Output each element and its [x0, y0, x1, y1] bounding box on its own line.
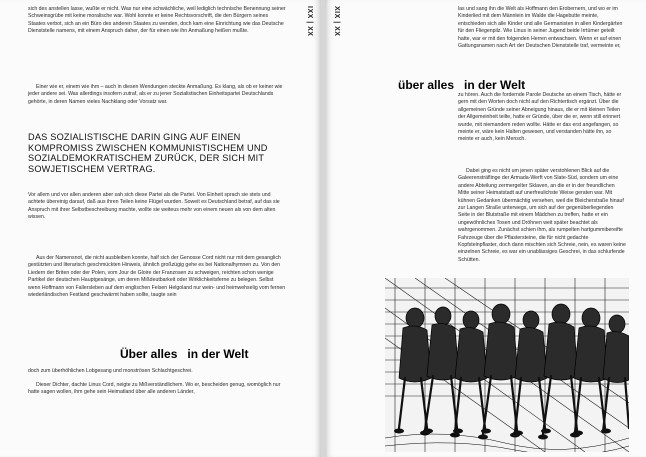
right-page [325, 0, 646, 457]
right-running-head: XIX | XX [333, 6, 340, 37]
left-paragraph-1: sich des anstellen lasse, wußte er nicht. Was nur eine schwächliche, weil lediglich technische Benennung seiner Schweinsgrübe mit keine moralische war. Wohl konnte er keine Rechtsvorschrift, die den Bürgern seines Staates verbot, sich an ein Büro des anderen Staates zu wenden, doch kam eine Einrichtung wie das Deutsche Dienststelle namens, mit einem Anspruch daher, der für einen wie ihn Anmaßung heißen mußte. [28, 6, 286, 35]
right-paragraph-3: Dabei ging es nicht um jenen später verstohlenen Blick auf die Galeerensträflinge der Armada-Werft von Slate-Süd, sondern um eine andere Abteilung zermergelter Sklaven, an die er in der freundlichen Mitte seiner Heimatstadt auf unerfreulichste Weise geraten war. Mit kühnen Gedanken übermächtig versehen, weil die Bleicherstraße hinauf zur Langen Straße unterwegs, um sich auf der gegenüberliegenden Seite in der Blutstraße mit einem Mädchen zu treffen, hatte er ein ungewöhnliches Tosen und Dröhnen weit später beachtet als wahrgenommen. Zunächst schien ihm, als rumpelten hartgummibereifte Fahrzeuge über die Pflastersteine, die für nicht gedachte Kopfsteinpflaster, doch dann mischten sich Schreie, nein, es waren keine einzelnen Schreie, es war ein unablässiges Geschrei, in das schlurfende Schütten. [458, 168, 626, 263]
left-heading-word-2: in der Welt [187, 347, 249, 361]
right-paragraph-2: zu hören. Auch die fordernde Parole Deutsche an einem Tisch, hätte er gern mit den Worten doch nicht auf den Richtertisch ergänzt. Über die allgemeinen Gründe seiner Abneigung hinaus, die er mit kleinen Teilen der Allgemeinheit teilte, hatte er Gründe, über die er, wenn still erinnert wurde, mit niemandem reden wollte. Hätte er das erst angefangen, so meinte er, wäre kein Halten gewesen, und verstanden hätte ihn, so meinte er auch, kein Mensch. [458, 92, 622, 143]
right-paragraph-1: las und sang ihn die Welt als Hoffmann den Erobernern, und wo er im Kinderlied mit dem Männlein im Walde die Hagebutte meinte, entschieden sich alle Kinder und alle Germanisten in allen Kindergärten für den Fliegenpilz. Wie Linus in seiner Jugend beide Irrtümer geteilt hatte, war er mit den folgenden Herren entwachsen. Wenn er auf einen Gattungsnamen nach Art der Deutschen Dienststelle traf, vermeinte er, [458, 6, 623, 50]
right-heading-word-1: über alles [398, 78, 455, 92]
crowd-illustration [385, 278, 629, 452]
left-inline-heading [120, 347, 249, 361]
right-heading-word-2: in der Welt [464, 78, 526, 92]
left-running-head: IXX | XX [306, 6, 313, 37]
left-paragraph-2: Einer wie er, einem wie ihm – auch in diesen Wendungen steckte Anmaßung. Es klang, als ob er keiner wie jeder andere sei. Was allerdings insofern zutraf, als er zu jener Sozialistischen Einheitspartei Deutschlands gehörte, in deren Namen vieles Nachklang oder Vorsatz war. [28, 84, 283, 105]
left-paragraph-5: doch zum überhöhlichen Lobgesang und monströsen Schlachtgeschrei. [28, 368, 193, 374]
left-paragraph-6: Dieser Dichter, dachte Linus Cord, neigte zu Mißverständlichem. Wo er, bescheiden genug, womöglich nur hatte sagen wollen, ihm gehe sein Heimatland über alle anderen Länder, [28, 382, 281, 396]
pull-quote: DAS SOZIALISTISCHE DARIN GING AUF EINEN KOMPROMISS ZWISCHEN KOMMUNISTISCHEM UND SOZIALDEMOKRATISCHEM ZURÜCK, DER SICH MIT SOWJETISCHEM VERTRAG. [28, 132, 268, 174]
left-heading-word-1: Über alles [120, 347, 178, 361]
left-paragraph-4: Aus der Namensnot, die nicht ausbleiben konnte, half sich der Genosse Cord nicht nur mit dem gesanglich gestützten und literarisch geschmückten Hinweis, ähnlich großzügig gehe es bei Nationalhymnen zu. Von den Liedern der Briten oder der Polen, vom Jour de Gloire der Franzosen zu schweigen, reichten schon wenige Partikel der deutschen Hauptgesänge, um deren Mißdeutbarkeit oder Wirklichkeitsferne zu belegen. Selbst wenn Hoffmann von Fallersleben auf dem englischen Felsen Helgoland nur wein- und heimwehselig vom fernen wiederländischen Festland geschwärmt haben sollte, taugte sein [28, 255, 286, 299]
left-page [0, 0, 321, 457]
right-inline-heading [398, 78, 525, 92]
left-paragraph-3: Vor allem und vor allen anderen aber sah sich diese Partei als die Partei. Von Einheit sprach sie stets und achtete übereinig darauf, daß aus ihren Teilen keine Flügel wurden. Soweit es Deutschland betraf, auf das sie Anspruch mit ihrer Selbstbeschreibung machte, wollte sie weiteus mehr von einem neuen als von dem alten wissen. [28, 192, 280, 221]
